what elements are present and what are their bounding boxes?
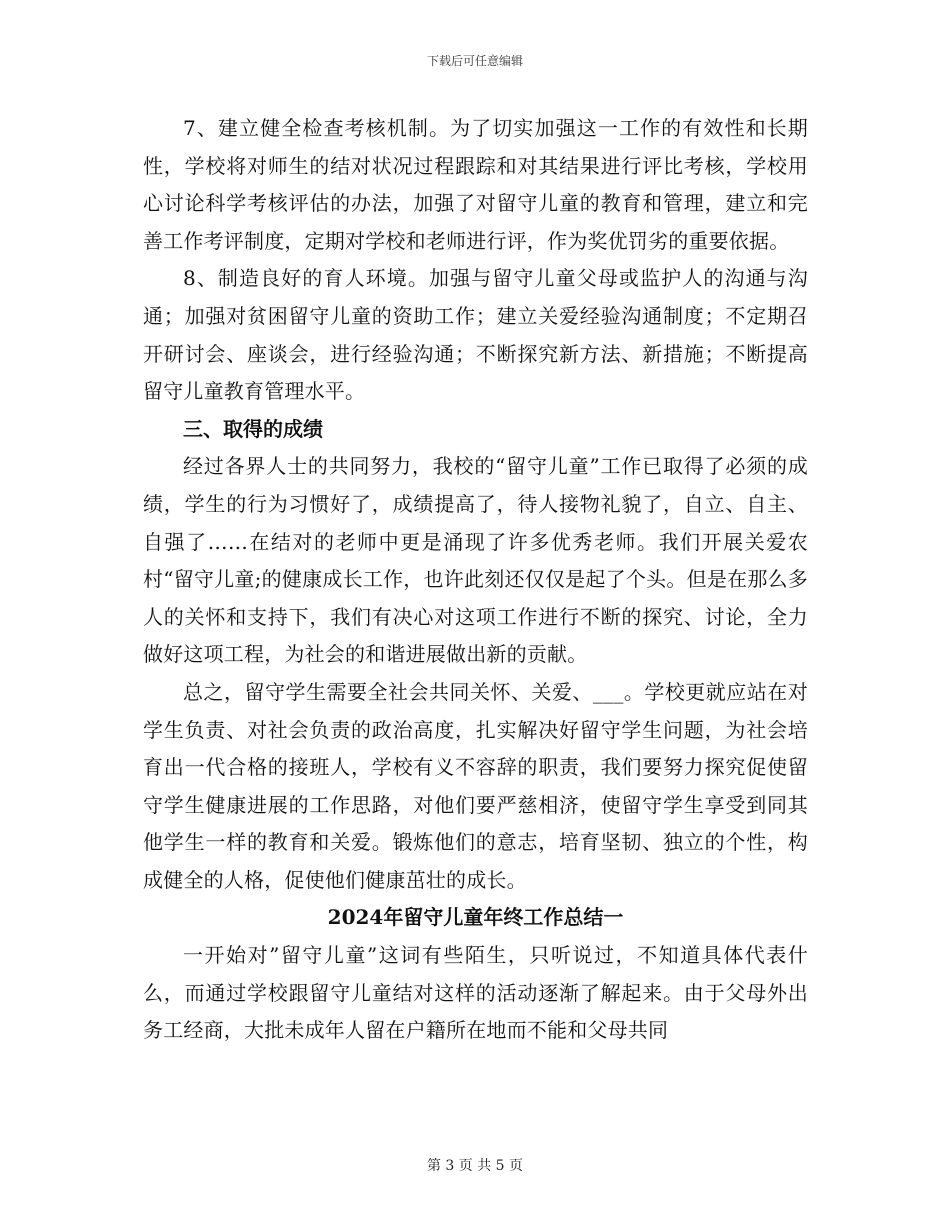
document-body [143, 110, 808, 1050]
paragraph-intro: 一开始对”留守儿童”这词有些陌生，只听说过，不知道具体代表什么，而通过学校跟留守儿童结对这样的活动逐渐了解起来。由于父母外出务工经商，大批未成年人留在户籍所在地而不能和父母共同 [143, 943, 808, 1043]
page-header: 下载后可任意编辑 [426, 54, 523, 68]
paragraph-item-8: 8、制造良好的育人环境。加强与留守儿童父母或监护人的沟通与沟通；加强对贫困留守儿童的资助工作；建立关爱经验沟通制度；不定期召开研讨会、座谈会，进行经验沟通；不断探究新方法、新措施；不断提高留守儿童教育管理水平。 [143, 266, 808, 404]
section-heading-achievements: 三、取得的成绩 [183, 416, 323, 441]
paragraph-achievements: 经过各界人士的共同努力，我校的“留守儿童”工作已取得了必须的成绩，学生的行为习惯好了，成绩提高了，待人接物礼貌了，自立、自主、自强了……在结对的老师中更是涌现了许多优秀老师。我们开展关爱农村“留守儿童;的健康成长工作，也许此刻还仅仅是起了个头。但是在那么多人的关怀和支持下，我们有决心对这项工作进行不断的探究、讨论，全力做好这项工程，为社会的和谐进展做出新的贡献。 [143, 454, 808, 667]
page-footer: 第 3 页 共 5 页 [426, 1158, 524, 1174]
paragraph-item-7: 7、建立健全检查考核机制。为了切实加强这一工作的有效性和长期性，学校将对师生的结对状况过程跟踪和对其结果进行评比考核，学校用心讨论科学考核评估的办法，加强了对留守儿童的教育和管理，建立和完善工作考评制度，定期对学校和老师进行评，作为奖优罚劣的重要依据。 [143, 116, 808, 253]
paragraph-conclusion: 总之，留守学生需要全社会共同关怀、关爱、___。学校更就应站在对学生负责、对社会负责的政治高度，扎实解决好留守学生问题，为社会培育出一代合格的接班人，学校有义不容辞的职责，我们要努力探究促使留守学生健康进展的工作思路，对他们要严慈相济，使留守学生享受到同其他学生一样的教育和关爱。锻炼他们的意志，培育坚韧、独立的个性，构成健全的人格，促使他们健康茁壮的成长。 [143, 679, 808, 892]
document-title: 2024年留守儿童年终工作总结一 [327, 905, 624, 930]
